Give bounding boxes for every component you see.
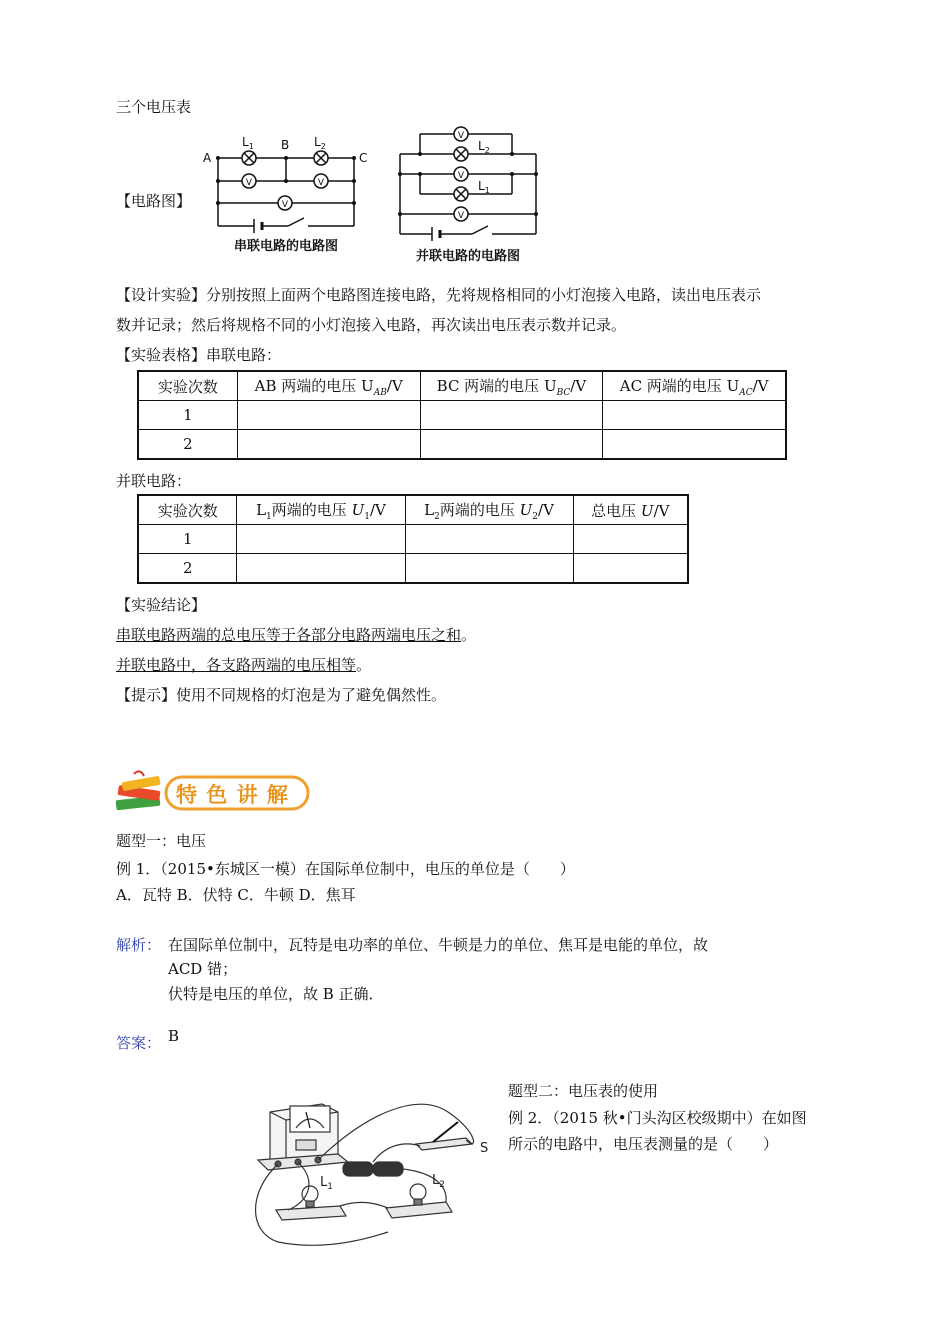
parallel-table-label: 并联电路： — [116, 472, 192, 490]
empty-cell[interactable] — [603, 401, 786, 430]
row-number: 2 — [138, 554, 237, 584]
conclusion-label: 【实验结论】 — [116, 596, 207, 614]
hint-line: 【提示】使用不同规格的灯泡是为了避免偶然性。 — [116, 686, 447, 704]
table-row — [138, 430, 786, 460]
design-line-2: 数并记录；然后将规格不同的小灯泡接入电路，再次读出电压表示数并记录。 — [116, 316, 627, 334]
badge-title: 特 色 讲 解 — [176, 783, 289, 807]
type1-heading: 题型一：电压 — [116, 832, 207, 850]
svg-text:B: B — [281, 138, 290, 152]
svg-text:L2: $L_2$ — [478, 139, 490, 155]
empty-cell[interactable] — [237, 401, 420, 430]
feature-badge — [112, 770, 312, 816]
row-number: 1 — [138, 401, 237, 430]
svg-text:C: C — [359, 151, 368, 165]
svg-text:V: V — [245, 178, 253, 188]
circuit-diagram-label: 【电路图】 — [116, 192, 192, 210]
header-cell: AB 两端的电压 $U_{AB}/V$ — [237, 371, 420, 401]
circuit-apparatus-illustration — [248, 1082, 498, 1252]
conclusion-parallel: 并联电路中，各支路两端的电压相等。 — [116, 656, 372, 674]
header-cell: 实验次数 — [138, 371, 237, 401]
svg-text:V: V — [281, 200, 289, 210]
answer-value: B — [168, 1027, 180, 1045]
table-row — [138, 525, 688, 554]
empty-cell[interactable] — [405, 525, 573, 554]
series-caption: 串联电路的电路图 — [233, 239, 339, 254]
table-row — [138, 495, 688, 525]
example1-question: 例 1．（2015•东城区一模）在国际单位制中，电压的单位是（ ） — [116, 860, 575, 878]
svg-text:L2: $L_2$ — [432, 1173, 445, 1190]
type2-heading: 题型二：电压表的使用 — [508, 1082, 659, 1100]
empty-cell[interactable] — [420, 430, 603, 460]
empty-cell[interactable] — [405, 554, 573, 584]
row-number: 2 — [138, 430, 237, 460]
intro-line: 三个电压表 — [116, 98, 192, 116]
svg-text:V: V — [457, 211, 465, 221]
svg-text:V: V — [457, 171, 465, 181]
analysis-line-1: 在国际单位制中，瓦特是电功率的单位、牛顿是力的单位、焦耳是电能的单位，故 — [168, 936, 709, 954]
parallel-table — [137, 494, 689, 584]
empty-cell[interactable] — [573, 525, 688, 554]
header-cell: $L_2$两端的电压 $U_2/V$ — [405, 495, 573, 525]
svg-text:L1: $L_1$ — [478, 179, 490, 195]
svg-text:S: S — [480, 1141, 489, 1156]
header-cell: $L_1$两端的电压 $U_1/V$ — [237, 495, 405, 525]
empty-cell[interactable] — [573, 554, 688, 584]
empty-cell[interactable] — [237, 554, 405, 584]
design-line-1: 【设计实验】分别按照上面两个电路图连接电路，先将规格相同的小灯泡接入电路，读出电压表示 — [116, 286, 762, 304]
parallel-circuit-diagram — [392, 122, 552, 264]
analysis-line-2: ACD 错； — [168, 960, 238, 978]
example1-options: A．瓦特 B．伏特 C．牛顿 D．焦耳 — [116, 886, 356, 904]
example2-line-1: 例 2．（2015 秋•门头沟区校级期中）在如图 — [508, 1109, 807, 1127]
header-cell: AC 两端的电压 $U_{AC}/V$ — [603, 371, 786, 401]
analysis-label: 解析： — [116, 936, 162, 954]
series-table-label: 【实验表格】串联电路： — [116, 346, 282, 364]
answer-label: 答案： — [116, 1034, 162, 1052]
conclusion-series: 串联电路两端的总电压等于各部分电路两端电压之和。 — [116, 626, 477, 644]
svg-text:L2: $L_2$ — [314, 135, 326, 151]
header-cell: 实验次数 — [138, 495, 237, 525]
example2-line-2: 所示的电路中，电压表测量的是（ ） — [508, 1135, 779, 1153]
svg-text:L1: $L_1$ — [320, 1175, 333, 1192]
series-circuit-diagram — [196, 130, 376, 258]
parallel-caption: 并联电路的电路图 — [415, 249, 521, 264]
svg-text:L1: $L_1$ — [242, 135, 254, 151]
empty-cell[interactable] — [420, 401, 603, 430]
empty-cell[interactable] — [237, 525, 405, 554]
series-table — [137, 370, 787, 460]
empty-cell[interactable] — [237, 430, 420, 460]
empty-cell[interactable] — [603, 430, 786, 460]
analysis-line-3: 伏特是电压的单位，故 B 正确． — [168, 985, 384, 1003]
table-row — [138, 401, 786, 430]
row-number: 1 — [138, 525, 237, 554]
svg-text:V: V — [457, 131, 465, 141]
svg-text:A: A — [203, 151, 212, 165]
table-row — [138, 554, 688, 584]
table-row — [138, 371, 786, 401]
header-cell: 总电压 U/V — [573, 495, 688, 525]
svg-text:V: V — [317, 178, 325, 188]
header-cell: BC 两端的电压 $U_{BC}/V$ — [420, 371, 603, 401]
